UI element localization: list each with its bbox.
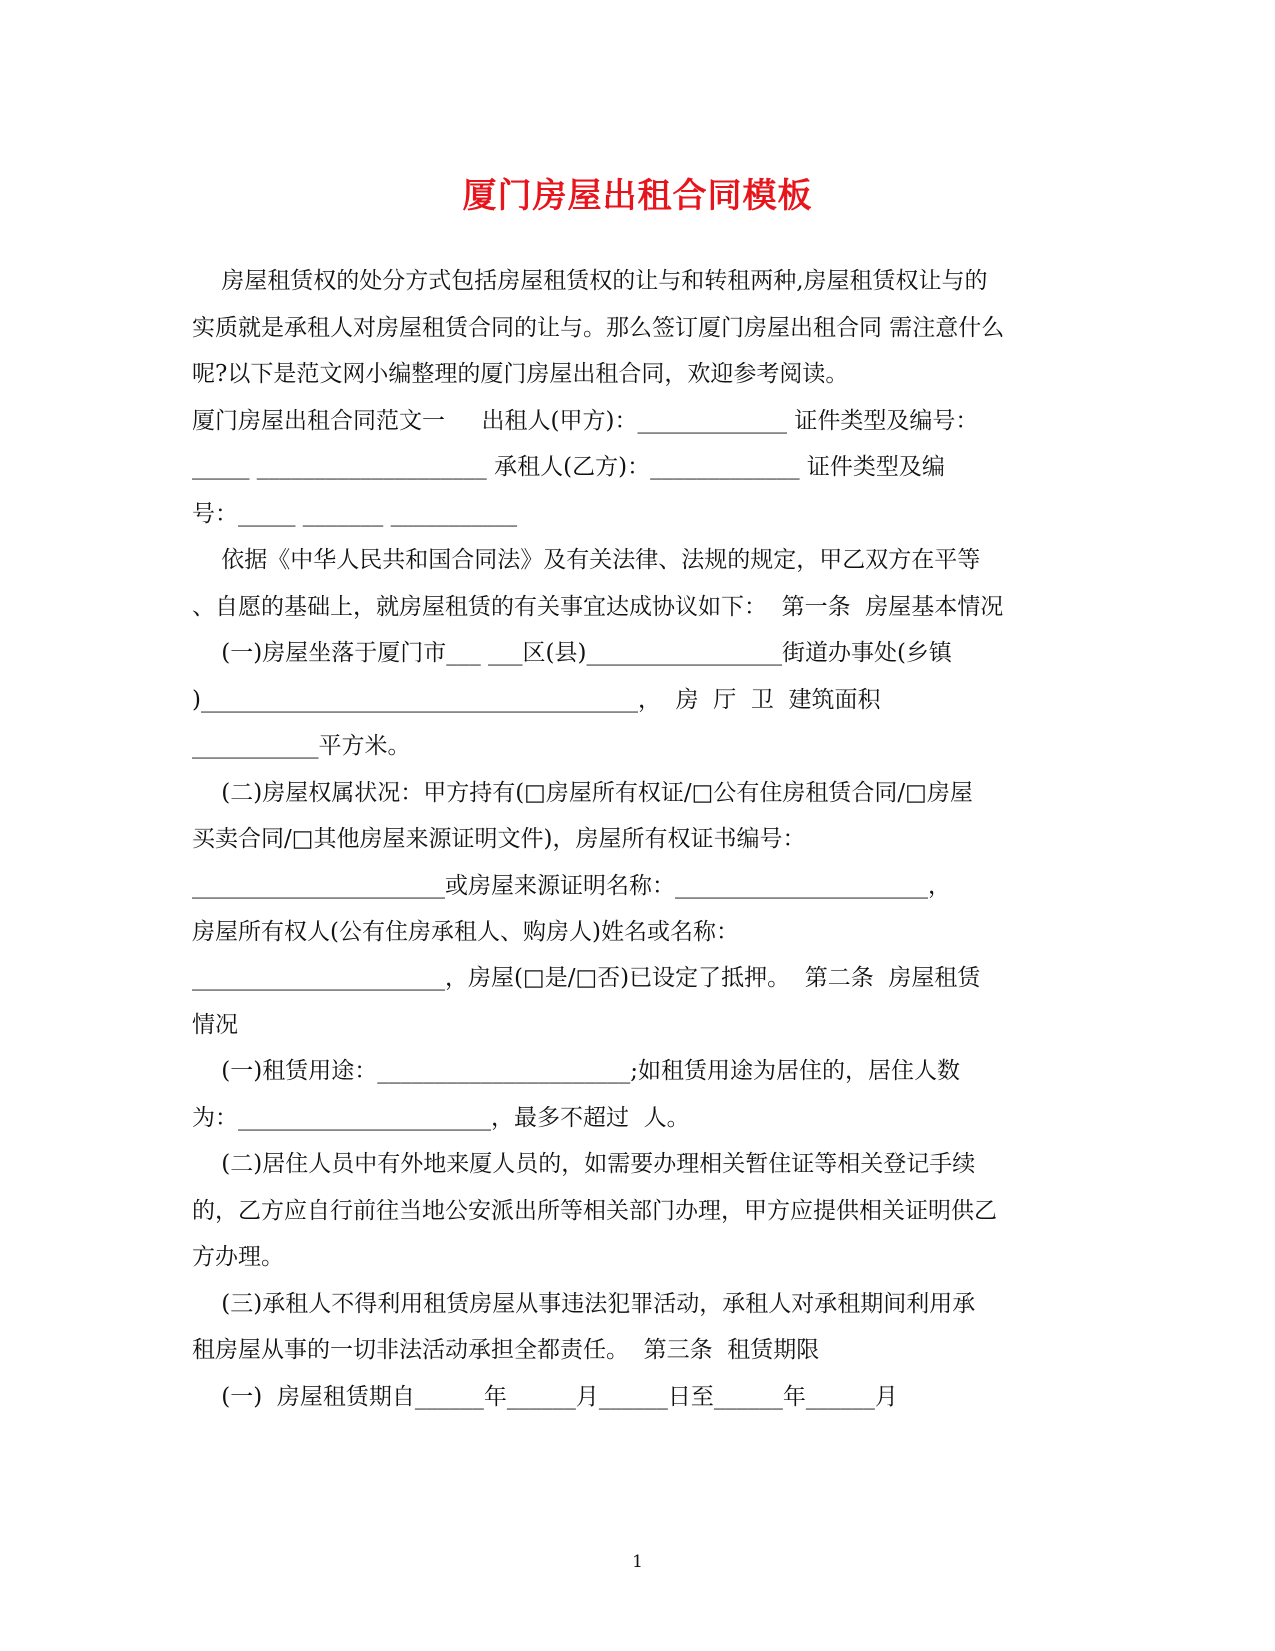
paragraph-line: 方办理。 xyxy=(192,1244,284,1270)
paragraph-line: 实质就是承租人对房屋租赁合同的让与。那么签订厦门房屋出租合同 需注意什么 xyxy=(192,315,1005,341)
paragraph-line: (一)房屋坐落于厦门市___ ___区(县)_________________街道办事处(乡镇 xyxy=(192,640,952,666)
paragraph-line: _____ ____________________ 承租人(乙方)：_____________ 证件类型及编 xyxy=(192,454,945,480)
paragraph-line: 情况 xyxy=(192,1012,238,1038)
paragraph-line: 厦门房屋出租合同范文一 出租人(甲方)：_____________ 证件类型及编号： xyxy=(192,408,979,434)
paragraph-line: )______________________________________， 房 厅 卫 建筑面积 xyxy=(192,687,881,713)
document-title: 厦门房屋出租合同模板 xyxy=(462,176,813,216)
paragraph-line: (二)房屋权属状况：甲方持有(□房屋所有权证/□公有住房租赁合同/□房屋 xyxy=(192,780,973,806)
paragraph-line: 买卖合同/□其他房屋来源证明文件)，房屋所有权证书编号： xyxy=(192,826,806,852)
page-number: 1 xyxy=(632,1552,643,1572)
paragraph-line: 房屋租赁权的处分方式包括房屋租赁权的让与和转租两种,房屋租赁权让与的 xyxy=(192,268,988,294)
paragraph-line: (一) 房屋租赁期自______年______月______日至______年______月 xyxy=(192,1384,898,1410)
paragraph-line: ___________平方米。 xyxy=(192,733,411,759)
paragraph-line: 为：______________________，最多不超过 人。 xyxy=(192,1105,690,1131)
paragraph-line: (一)租赁用途：______________________;如租赁用途为居住的，居住人数 xyxy=(192,1058,960,1084)
paragraph-line: 呢?以下是范文网小编整理的厦门房屋出租合同，欢迎参考阅读。 xyxy=(192,361,849,387)
paragraph-line: 租房屋从事的一切非法活动承担全都责任。 第三条 租赁期限 xyxy=(192,1337,820,1363)
paragraph-line: 房屋所有权人(公有住房承租人、购房人)姓名或名称： xyxy=(192,919,739,945)
paragraph-line: (二)居住人员中有外地来厦人员的，如需要办理相关暂住证等相关登记手续 xyxy=(192,1151,976,1177)
paragraph-line: ______________________或房屋来源证明名称：______________________， xyxy=(192,873,951,899)
paragraph-line: 、自愿的基础上，就房屋租赁的有关事宜达成协议如下： 第一条 房屋基本情况 xyxy=(192,594,1004,620)
paragraph-line: 号：_____ _______ ___________ xyxy=(192,501,518,527)
paragraph-line: 的，乙方应自行前往当地公安派出所等相关部门办理，甲方应提供相关证明供乙 xyxy=(192,1198,997,1224)
paragraph-line: (三)承租人不得利用租赁房屋从事违法犯罪活动，承租人对承租期间利用承 xyxy=(192,1291,976,1317)
paragraph-line: 依据《中华人民共和国合同法》及有关法律、法规的规定，甲乙双方在平等 xyxy=(192,547,981,573)
paragraph-line: ______________________，房屋(□是/□否)已设定了抵押。 第二条 房屋租赁 xyxy=(192,965,981,991)
